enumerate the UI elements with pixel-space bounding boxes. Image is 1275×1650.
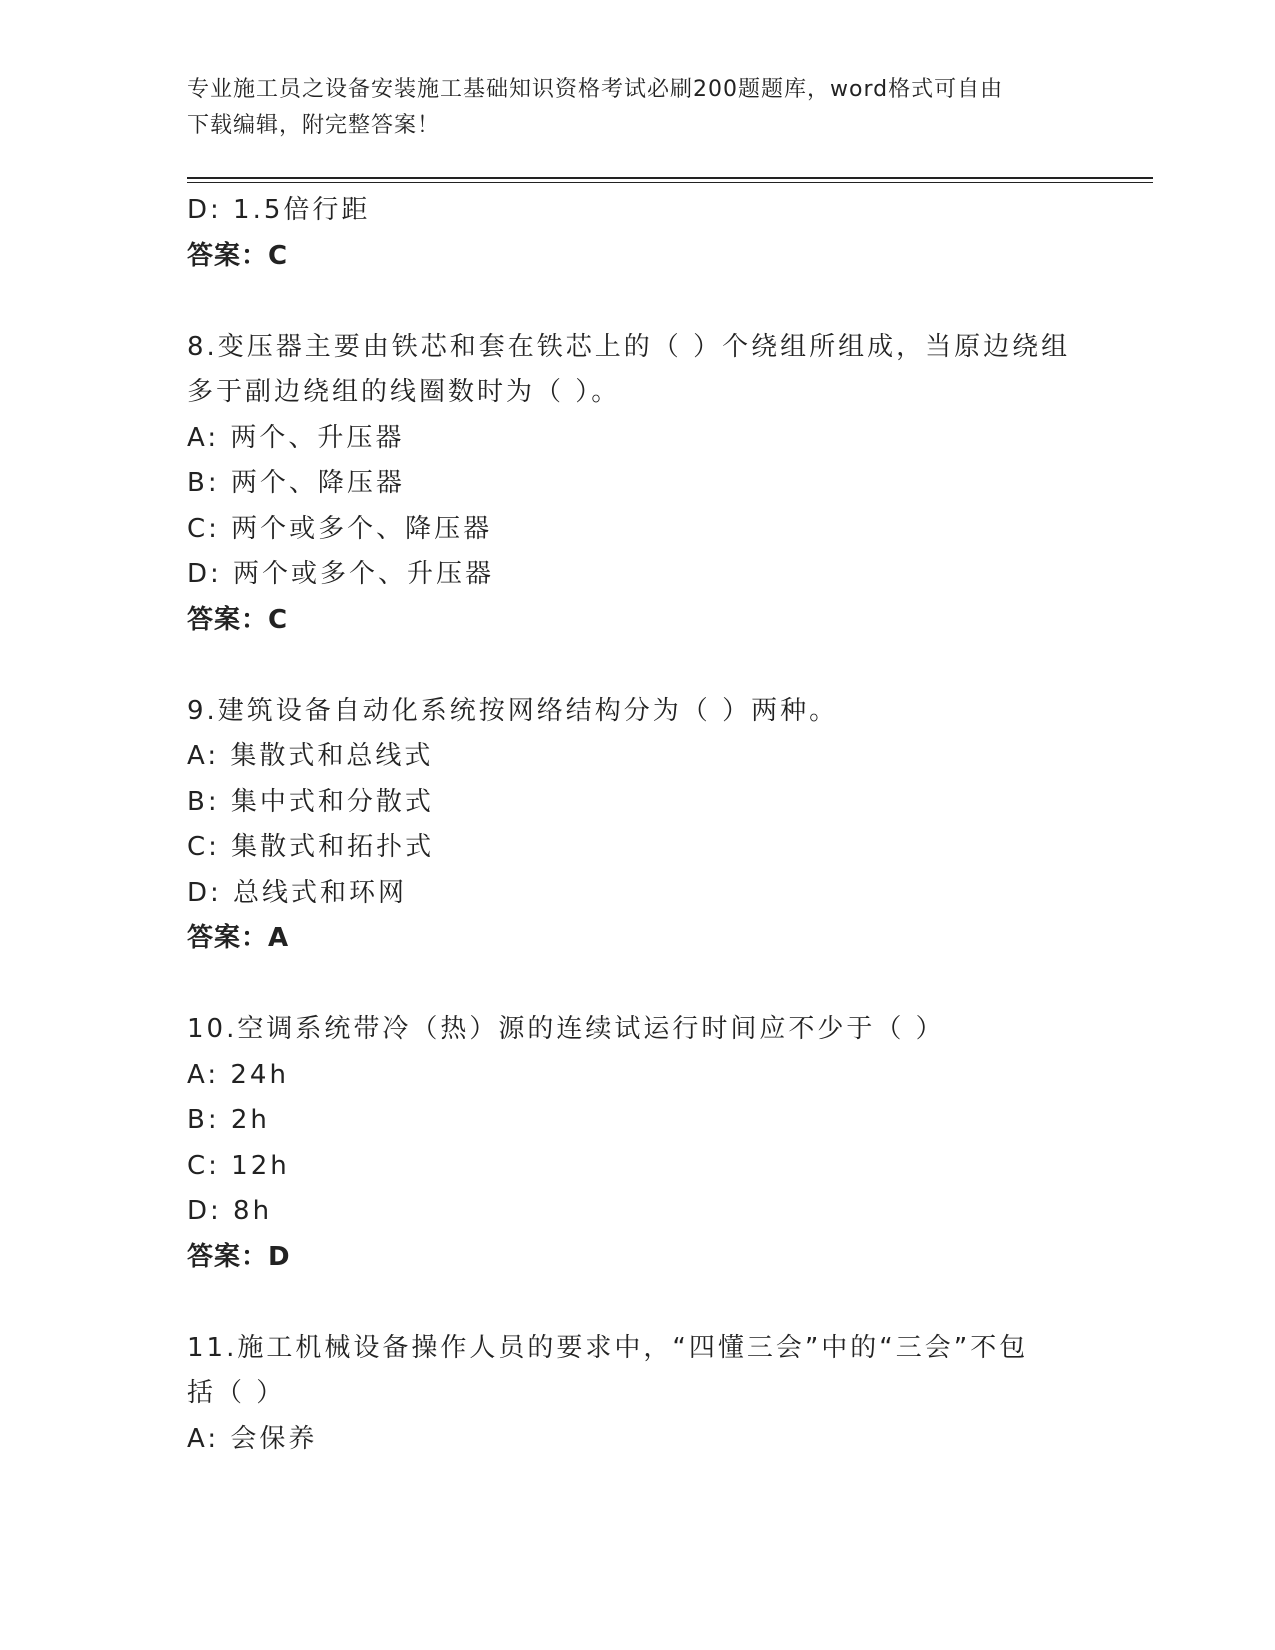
option-d: D: 总线式和环网 — [187, 877, 408, 908]
question-stem: 9.建筑设备自动化系统按网络结构分为（ ）两种。 — [187, 695, 839, 726]
question-11 — [187, 1326, 1087, 1463]
answer-line: 答案：A — [187, 923, 290, 953]
prev-question-tail — [187, 188, 1087, 279]
option-a: A: 两个、升压器 — [187, 422, 405, 453]
question-stem: 11.施工机械设备操作人员的要求中，“四懂三会”中的“三会”不包 — [187, 1332, 1029, 1363]
option-d: D: 8h — [187, 1196, 273, 1226]
spacer — [187, 643, 1087, 689]
header-divider-thick — [187, 177, 1153, 179]
option-b: B: 2h — [187, 1105, 270, 1135]
option-c: C: 两个或多个、降压器 — [187, 513, 493, 544]
answer-line: 答案：C — [187, 604, 289, 635]
question-8 — [187, 325, 1087, 644]
question-stem: 10.空调系统带冷（热）源的连续试运行时间应不少于（ ） — [187, 1014, 945, 1044]
option-d: D: 1.5倍行距 — [187, 195, 371, 225]
document-header — [187, 72, 1087, 144]
option-b: B: 两个、降压器 — [187, 468, 405, 498]
questions-body — [187, 188, 1087, 1462]
option-b: B: 集中式和分散式 — [187, 786, 434, 817]
question-10 — [187, 1007, 1087, 1280]
question-stem-continued: 括（ ） — [187, 1378, 286, 1408]
header-divider-thin — [187, 182, 1153, 183]
option-c: C: 集散式和拓扑式 — [187, 832, 435, 862]
option-c: C: 12h — [187, 1150, 290, 1181]
spacer — [187, 1280, 1087, 1326]
header-line-1: 专业施工员之设备安装施工基础知识资格考试必刷200题题库，word格式可自由 — [187, 77, 1004, 102]
question-9 — [187, 689, 1087, 962]
header-line-2: 下载编辑，附完整答案！ — [187, 113, 441, 138]
answer-line: 答案：D — [187, 1241, 291, 1272]
spacer — [187, 279, 1087, 325]
question-stem: 8.变压器主要由铁芯和套在铁芯上的（ ）个绕组所组成，当原边绕组 — [187, 331, 1071, 362]
spacer — [187, 962, 1087, 1008]
option-a: A: 集散式和总线式 — [187, 741, 434, 771]
option-d: D: 两个或多个、升压器 — [187, 559, 495, 589]
option-a: A: 24h — [187, 1059, 289, 1090]
option-a: A: 会保养 — [187, 1423, 318, 1454]
question-stem-continued: 多于副边绕组的线圈数时为（ ）。 — [187, 377, 621, 407]
answer-line: 答案：C — [187, 240, 289, 271]
